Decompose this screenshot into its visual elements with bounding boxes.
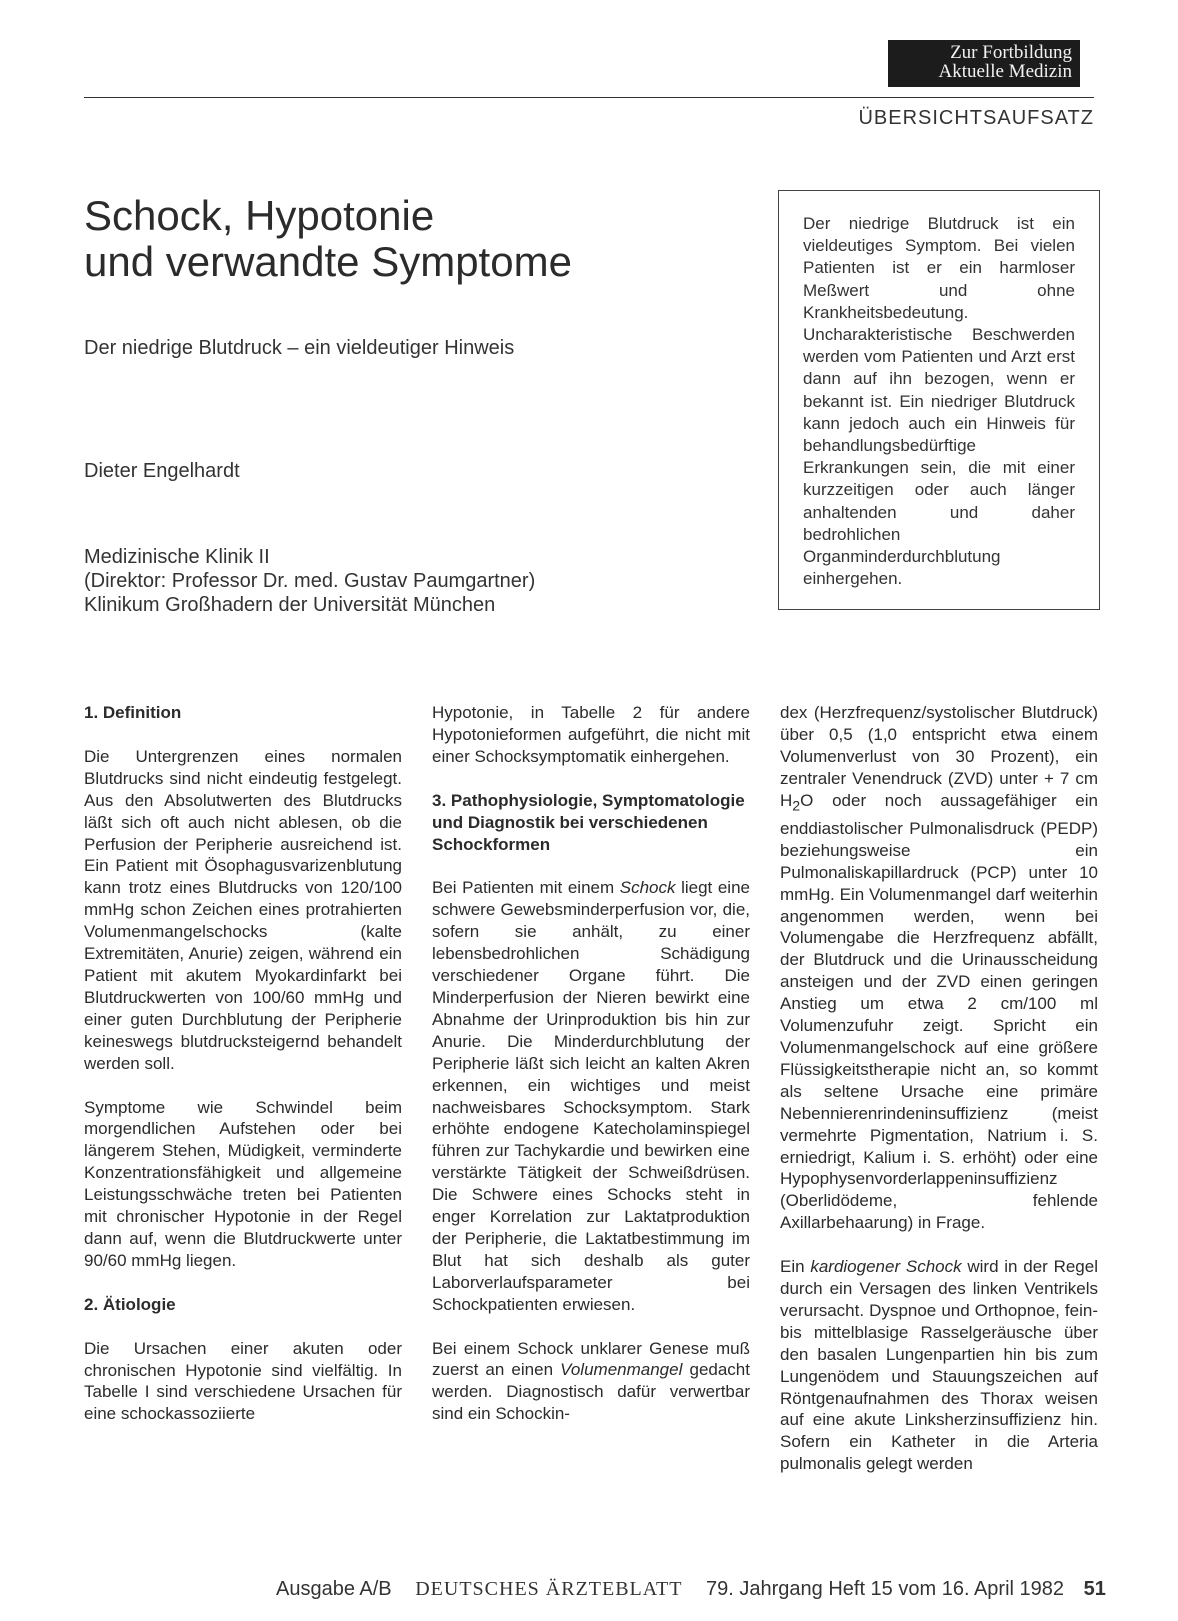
section-heading-definition: 1. Definition [84, 703, 182, 722]
text-column-2 [432, 702, 750, 1447]
text-run: dex (Herzfrequenz/systolischer Blutdruck) über 0,5 (1,0 entspricht etwa einem Volumenverlust von 30 Prozent), ein zentraler Venendruck (ZVD) unter + 7 cm H [780, 703, 1098, 810]
text-column-1 [84, 702, 402, 1447]
footer-edition: Ausgabe A/B [276, 1578, 392, 1600]
article-subtitle: Der niedrige Blutdruck – ein vieldeutiger Hinweis [84, 337, 515, 359]
text-run: gedacht werden. Diagnostisch dafür verwertbar sind ein Schockin- [432, 1360, 750, 1424]
article-title [84, 193, 572, 285]
header-rule [84, 97, 1094, 98]
emphasis: Schock [619, 878, 676, 898]
paragraph: Hypotonie, in Tabelle 2 für andere Hypotonieformen aufgeführt, die nicht mit einer Schocksymptomatik einhergehen. [432, 703, 750, 766]
paragraph [432, 1338, 750, 1426]
paragraph [432, 877, 750, 1315]
abstract-box: Der niedrige Blutdruck ist ein vieldeutiges Symptom. Bei vielen Patienten ist er ein harmloser Meßwert und ohne Krankheitsbedeutung. Uncharakteristische Beschwerden werden vom Patienten und Arzt erst dann auf ihn bezogen, wenn er bekannt ist. Ein niedriger Blutdruck kann jedoch auch ein Hinweis für behandlungsbedürftige Erkrankungen sein, die mit einer kurzzeitigen oder auch länger anhaltenden und daher bedrohlichen Organminderdurchblutung einhergehen. [778, 190, 1100, 610]
page-number: 51 [1083, 1578, 1106, 1600]
paragraph [780, 702, 1098, 1234]
section-label: ÜBERSICHTSAUFSATZ [858, 107, 1094, 129]
text-run: Ein [780, 1257, 811, 1277]
badge-line-1: Zur Fortbildung [950, 42, 1072, 63]
text-column-3 [780, 702, 1098, 1497]
paragraph: Die Ursachen einer akuten oder chronischen Hypotonie sind vielfältig. In Tabelle I sind verschiedene Ursachen für eine schockassoziierte [84, 1338, 402, 1424]
page-footer [276, 1578, 1106, 1601]
text-run: liegt eine schwere Gewebsminderperfusion vor, die, sofern sie anhält, zu einer lebensbedrohlichen Schädigung verschiedener Organe führt. Die Minderperfusion der Nieren bewirkt eine Abnahme der Urinproduktion bis hin zur Anurie. Die Minderdurchblutung der Peripherie läßt sich leicht an kalten Akren erkennen, ein wichtiges und meist nachweisbares Schocksymptom. Stark erhöhte endogene Katecholaminspiegel führen zur Tachykardie und bewirken eine verstärkte Tätigkeit der Schweißdrüsen. Die Schwere eines Schocks steht in enger Korrelation zur Laktatproduktion der Peripherie, die Laktatbestimmung im Blut hat sich deshalb als guter Laborverlaufsparameter bei Schockpatienten erwiesen. [432, 878, 750, 1314]
title-line-1: Schock, Hypotonie [84, 192, 435, 239]
emphasis: Volumenmangel [560, 1360, 683, 1380]
subscript: 2 [792, 798, 801, 815]
section-badge [888, 40, 1080, 87]
paragraph: Die Untergrenzen eines normalen Blutdrucks sind nicht eindeutig festgelegt. Aus den Absolutwerten des Blutdrucks läßt sich oft auch nicht ablesen, ob die Perfusion der Peripherie ausreichend ist. Ein Patient mit Ösophagusvarizenblutung kann trotz eines Blutdrucks von 120/100 mmHg schon Zeichen eines protrahierten Volumenmangelschocks (kalte Extremitäten, Anurie) zeigen, während ein Patient mit akutem Myokardinfarkt bei Blutdruckwerten von 100/60 mmHg und einer guten Durchblutung der Peripherie keineswegs blutdrucksteigernd behandelt werden soll. [84, 746, 402, 1073]
affiliation-line-2: (Direktor: Professor Dr. med. Gustav Paumgartner) [84, 570, 536, 592]
badge-line-2: Aktuelle Medizin [938, 61, 1072, 82]
paragraph: Symptome wie Schwindel beim morgendlichen Aufstehen oder bei längerem Stehen, Müdigkeit, verminderte Konzentrationsfähigkeit und allgemeine Leistungsschwäche treten bei Patienten mit chronischer Hypotonie in der Regel dann auf, wenn die Blutdruckwerte unter 90/60 mmHg liegen. [84, 1097, 402, 1270]
text-run: Bei einem Schock unklarer Genese muß zuerst an einen [432, 1338, 750, 1380]
text-run: Bei Patienten mit einem [432, 878, 620, 898]
author-name: Dieter Engelhardt [84, 460, 240, 482]
section-heading-pathophysiologie: 3. Pathophysiologie, Symptomatologie und Diagnostik bei verschiedenen Schockformen [432, 790, 745, 854]
title-line-2: und verwandte Symptome [84, 238, 572, 285]
paragraph [780, 1256, 1098, 1475]
footer-issue: 79. Jahrgang Heft 15 vom 16. April 1982 [706, 1578, 1065, 1600]
footer-magazine: DEUTSCHES ÄRZTEBLATT [415, 1578, 683, 1600]
text-run: O oder noch aussagefähiger ein enddiastolischer Pulmonalisdruck (PEDP) beziehungsweise ein Pulmonaliskapillardruck (PCP) unter 10 mmHg. Ein Volumenmangel darf weiterhin angenommen werden, wenn bei Volumengabe die Herzfrequenz abfällt, der Blutdruck und die Urinausscheidung ansteigen und der ZVD einen geringen Anstieg um etwa 2 cm/100 ml Volumenzufuhr zeigt. Spricht ein Volumenmangelschock auf eine größere Flüssigkeitstherapie nicht an, so kommt als seltene Ursache eine primäre Nebennierenrindeninsuffizienz (meist vermehrte Pigmentation, Natrium i. S. erniedrigt, Kalium i. S. erhöht) oder eine Hypophysenvorderlappeninsuffizienz (Oberlidödeme, fehlende Axillarbehaarung) in Frage. [780, 790, 1098, 1233]
affiliation-line-3: Klinikum Großhadern der Universität München [84, 594, 496, 616]
affiliation-line-1: Medizinische Klinik II [84, 546, 270, 568]
author-affiliation [84, 545, 535, 617]
section-heading-aetiologie: 2. Ätiologie [84, 1294, 176, 1314]
emphasis: kardiogener Schock [810, 1257, 962, 1277]
text-run: wird in der Regel durch ein Versagen des linken Ventrikels verursacht. Dyspnoe und Orthopnoe, fein- bis mittelblasige Rasselgeräusche über den basalen Lungenpartien hin bis zum Lungenödem und Stauungszeichen auf Röntgenaufnahmen des Thorax weisen auf eine akute Linksherzinsuffizienz hin. Sofern ein Katheter in die Arteria pulmonalis gelegt werden [780, 1257, 1098, 1474]
